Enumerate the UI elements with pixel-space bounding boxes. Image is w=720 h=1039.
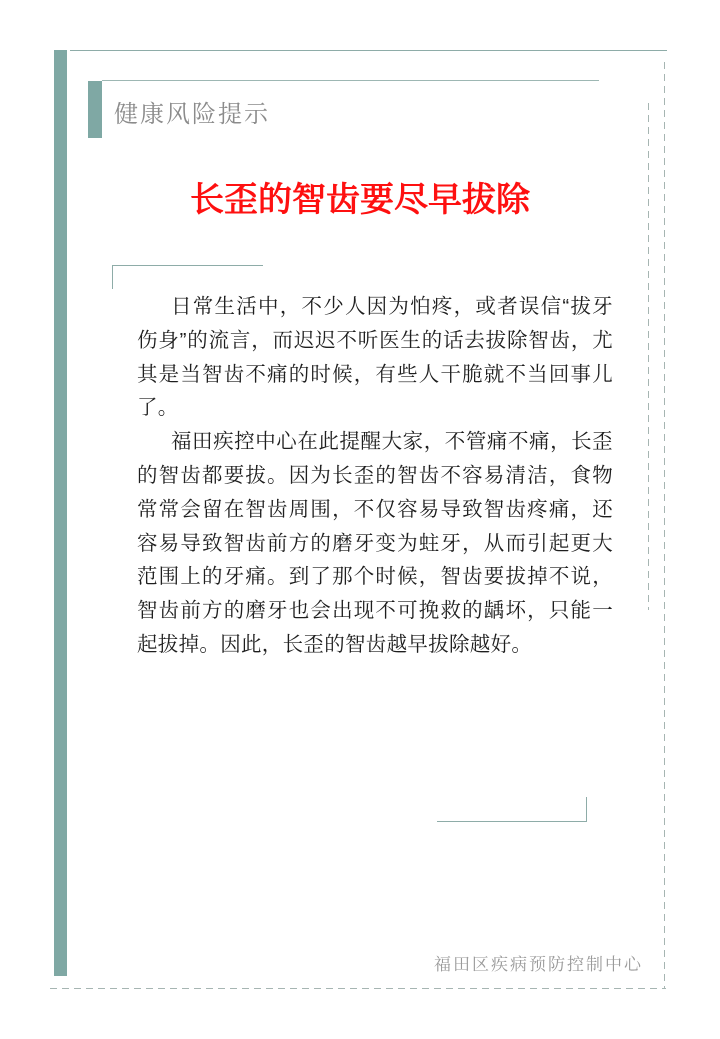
notice-title: 长歪的智齿要尽早拔除	[190, 181, 530, 219]
outer-dashed-border-right	[664, 62, 665, 989]
inner-dashed-guide-right	[648, 103, 649, 610]
top-left-bracket-horizontal	[112, 265, 263, 266]
footer-organization: 福田区疾病预防控制中心	[434, 955, 643, 974]
header-title: 健康风险提示	[114, 101, 270, 128]
header-accent-block	[88, 81, 102, 138]
bottom-right-bracket-vertical	[586, 797, 587, 822]
top-left-bracket-vertical	[112, 265, 113, 289]
header-rule-line	[102, 80, 599, 81]
body-paragraph-1: 日常生活中，不少人因为怕疼，或者误信“拔牙伤身”的流言，而迟迟不听医生的话去拔除智齿，尤其是当智齿不痛的时候，有些人干脆就不当回事儿了。	[137, 295, 613, 420]
top-rule-line	[70, 50, 667, 51]
bottom-right-bracket-horizontal	[437, 821, 587, 822]
bottom-dashed-border	[50, 988, 666, 989]
body-paragraph-2: 福田疾控中心在此提醒大家，不管痛不痛，长歪的智齿都要拔。因为长歪的智齿不容易清洁，食物常常会留在智齿周围，不仅容易导致智齿疼痛，还容易导致智齿前方的磨牙变为蛀牙，从而引起更大范围上的牙痛。到了那个时候，智齿要拔掉不说，智齿前方的磨牙也会出现不可挽救的龋坏，只能一起拔掉。因此，长歪的智齿越早拔除越好。	[137, 430, 613, 656]
body-text	[137, 290, 613, 662]
